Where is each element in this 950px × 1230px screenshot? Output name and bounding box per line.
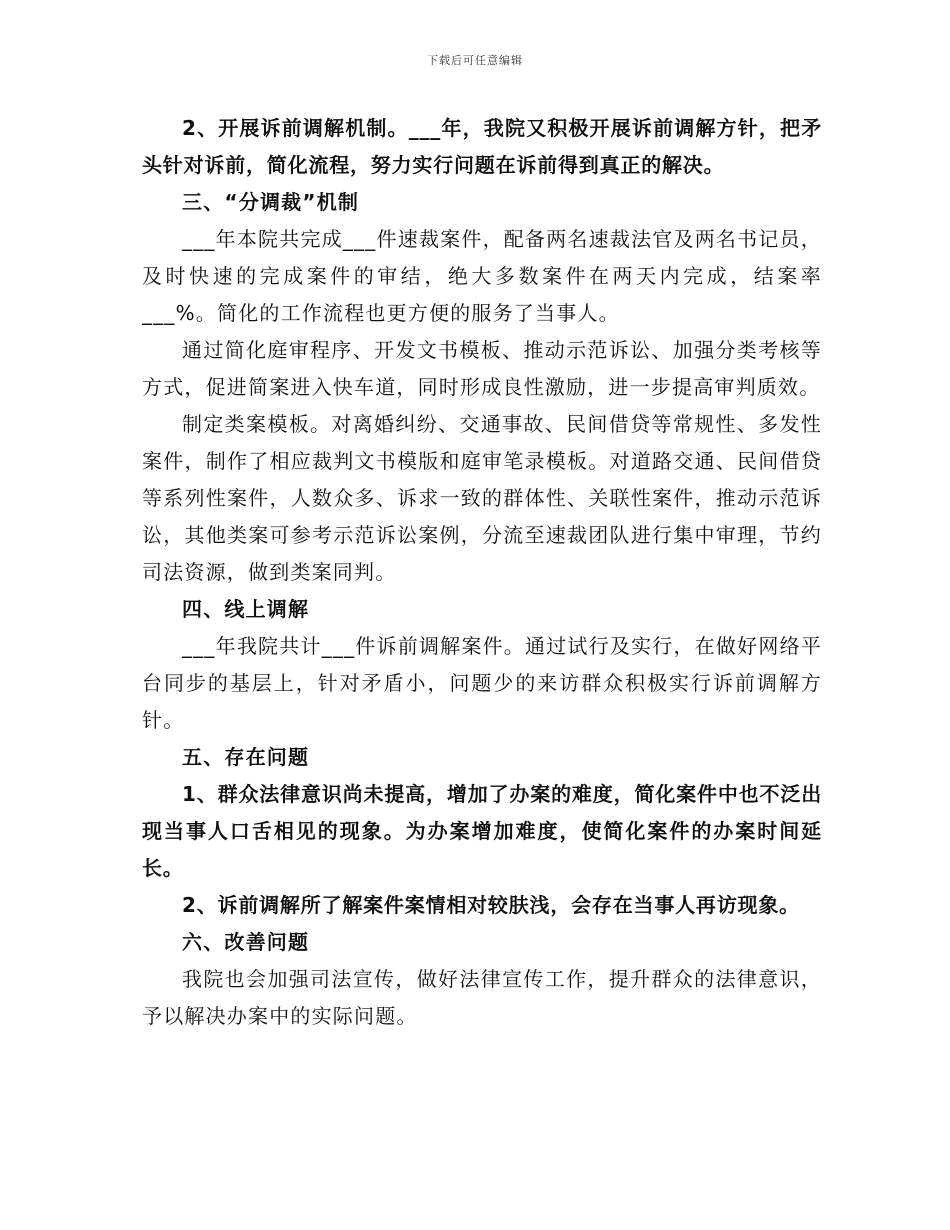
- paragraph-mediation-mechanism: 2、开展诉前调解机制。___年，我院又积极开展诉前调解方针，把矛头针对诉前，简化流程，努力实行问题在诉前得到真正的解决。: [142, 116, 822, 177]
- document-body: [142, 110, 822, 1035]
- page-header: 下载后可任意编辑: [427, 54, 523, 67]
- section-heading-3: 三、“分调裁”机制: [182, 190, 360, 214]
- paragraph-simplified-trial: 通过简化庭审程序、开发文书模板、推动示范诉讼、加强分类考核等方式，促进简案进入快车道，同时形成良性激励，进一步提高审判质效。: [142, 338, 822, 399]
- paragraph-templates: 制定类案模板。对离婚纠纷、交通事故、民间借贷等常规性、多发性案件，制作了相应裁判文书模版和庭审笔录模板。对道路交通、民间借贷等系列性案件，人数众多、诉求一致的群体性、关联性案件，推动示范诉讼，其他类案可参考示范诉讼案例，分流至速裁团队进行集中审理，节约司法资源，做到类案同判。: [142, 412, 822, 584]
- paragraph-improvement: 我院也会加强司法宣传，做好法律宣传工作，提升群众的法律意识，予以解决办案中的实际问题。: [142, 967, 822, 1028]
- paragraph-problem-1: 1、群众法律意识尚未提高，增加了办案的难度，简化案件中也不泛出现当事人口舌相见的现象。为办案增加难度，使简化案件的办案时间延长。: [142, 782, 822, 880]
- paragraph-summary-cases: ___年本院共完成___件速裁案件，配备两名速裁法官及两名书记员，及时快速的完成案件的审结，绝大多数案件在两天内完成，结案率___%。简化的工作流程也更方便的服务了当事人。: [142, 227, 822, 325]
- paragraph-online-mediation: ___年我院共计___件诉前调解案件。通过试行及实行，在做好网络平台同步的基层上，针对矛盾小，问题少的来访群众积极实行诉前调解方针。: [142, 634, 822, 732]
- section-heading-6: 六、改善问题: [182, 930, 310, 954]
- section-heading-4: 四、线上调解: [182, 597, 310, 621]
- section-heading-5: 五、存在问题: [182, 745, 310, 769]
- paragraph-problem-2: 2、诉前调解所了解案件案情相对较肤浅，会存在当事人再访现象。: [182, 893, 800, 917]
